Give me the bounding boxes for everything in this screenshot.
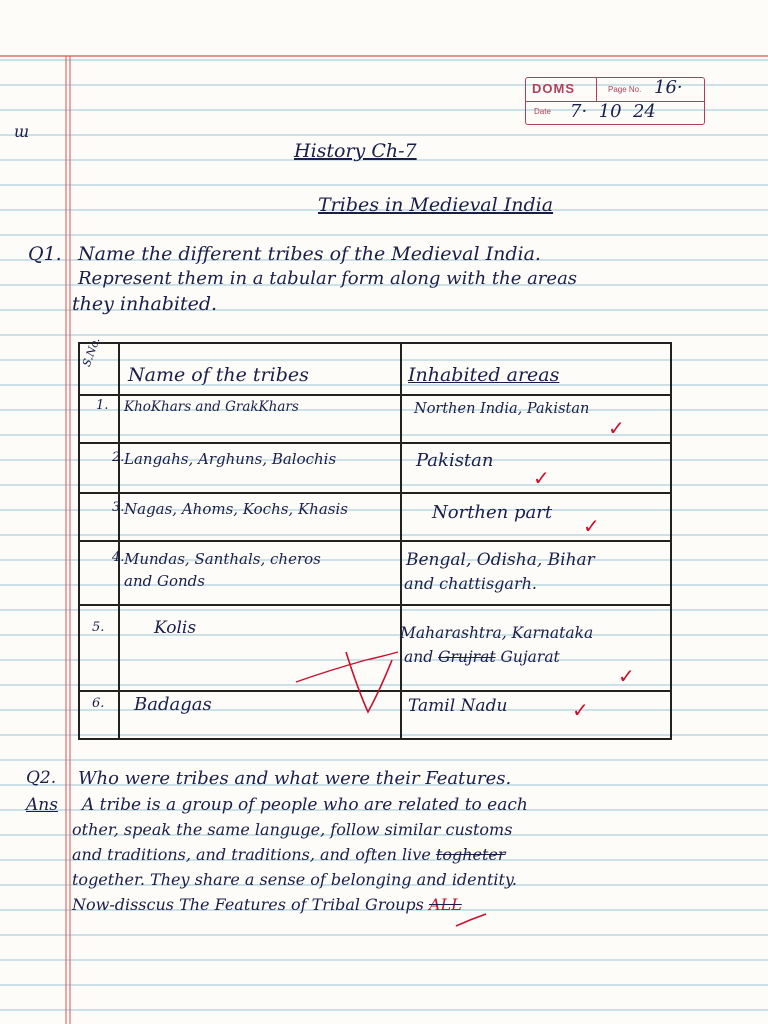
q2-number: Q2. — [26, 768, 57, 788]
table-row-divider — [78, 492, 672, 494]
row-3-tribe: Nagas, Ahoms, Kochs, Khasis — [124, 500, 348, 518]
topic-title: Tribes in Medieval India — [318, 194, 554, 216]
row-5-sno: 5. — [92, 620, 105, 635]
answer-line-2: other, speak the same languge, follow similar customs — [72, 820, 513, 839]
header-inhabited-areas: Inhabited areas — [408, 364, 560, 386]
q1-line-1: Name the different tribes of the Medieval India. — [78, 243, 541, 265]
row-5-area-line-1: Maharashtra, Karnataka — [400, 624, 594, 642]
check-mark-icon: ✓ — [533, 466, 550, 490]
table-row-divider — [78, 690, 672, 692]
date-label: Date — [534, 107, 551, 116]
row-1-sno: 1. — [96, 398, 109, 413]
row-2-tribe: Langahs, Arghuns, Balochis — [124, 450, 337, 468]
answer-label: Ans — [26, 795, 58, 815]
header-tribe-name: Name of the tribes — [128, 364, 309, 386]
q2-question: Who were tribes and what were their Features. — [78, 768, 512, 789]
row-3-sno: 3. — [112, 500, 125, 515]
check-mark-icon: ✓ — [618, 664, 635, 688]
date-value: 7· 10 24 — [570, 101, 656, 122]
table-row-divider — [78, 442, 672, 444]
stamp-brand: DOMS — [532, 81, 575, 96]
row-2-sno: 2. — [112, 450, 125, 465]
row-5-area-struck: Grujrat — [438, 648, 496, 666]
stamp-page-row — [526, 78, 704, 102]
row-2-area: Pakistan — [416, 450, 494, 471]
row-5-area-gujarat: Gujarat — [500, 648, 560, 666]
q1-line-2: Represent them in a tabular form along with the areas — [78, 268, 578, 289]
row-3-area: Northen part — [432, 502, 553, 523]
row-4-area-line-2: and chattisgarh. — [404, 574, 537, 593]
tribes-table — [78, 335, 672, 740]
row-6-tribe: Badagas — [134, 694, 212, 715]
row-4-tribe-line-1: Mundas, Santhals, cheros — [124, 550, 321, 568]
answer-line-3-struck: togheter — [435, 845, 506, 864]
stamp-date-row — [526, 101, 704, 124]
table-border-top — [78, 342, 672, 344]
row-5-area-and: and — [404, 648, 434, 666]
answer-line-5-struck: ALL — [428, 895, 462, 914]
answer-line-5-text: Now-disscus The Features of Tribal Groups — [72, 895, 424, 914]
row-4-area-line-1: Bengal, Odisha, Bihar — [406, 550, 595, 570]
check-mark-icon: ✓ — [583, 514, 600, 538]
stamp-divider — [596, 78, 597, 101]
row-5-tribe: Kolis — [154, 618, 197, 638]
answer-line-5 — [72, 895, 462, 914]
row-6-sno: 6. — [92, 696, 105, 711]
row-4-tribe-line-2: and Gonds — [124, 572, 205, 590]
answer-line-3-text: and traditions, and traditions, and often live — [72, 845, 431, 864]
check-mark-icon: ✓ — [572, 698, 589, 722]
row-4-sno: 4. — [112, 550, 125, 565]
page-number-label: Page No. — [608, 85, 642, 94]
table-row-divider — [78, 540, 672, 542]
page-stamp — [525, 77, 705, 125]
answer-line-3 — [72, 845, 506, 864]
q1-line-3: they inhabited. — [72, 293, 218, 315]
check-mark-icon: ✓ — [608, 416, 625, 440]
row-5-area-line-2 — [404, 648, 560, 666]
answer-line-4: together. They share a sense of belonging and identity. — [72, 870, 517, 889]
table-border-bottom — [78, 738, 672, 740]
page-number: 16· — [654, 77, 683, 98]
header-sno: S.No. — [80, 335, 103, 369]
row-6-area: Tamil Nadu — [408, 696, 508, 716]
table-row-divider — [78, 604, 672, 606]
q1-number: Q1. — [28, 243, 62, 265]
margin-mark: ɯ — [14, 122, 30, 141]
row-1-area: Northen India, Pakistan — [414, 401, 590, 417]
table-row-divider — [78, 394, 672, 396]
answer-line-1: A tribe is a group of people who are related to each — [82, 795, 528, 815]
row-1-tribe: KhoKhars and GrakKhars — [124, 399, 299, 415]
chapter-title: History Ch-7 — [294, 140, 417, 162]
